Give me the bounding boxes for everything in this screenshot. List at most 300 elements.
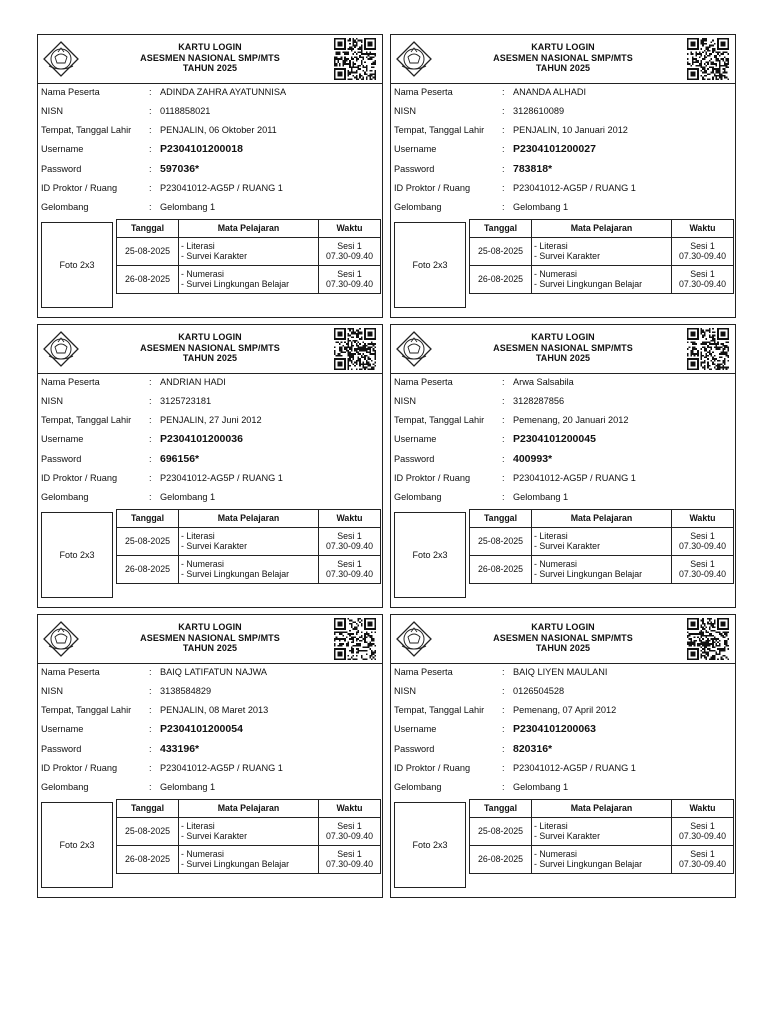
schedule-header: Waktu [319,510,381,528]
schedule-subjects [179,528,319,556]
nisn-value: 0126504528 [513,686,565,696]
name-label: Nama Peserta [394,87,453,97]
separator: : [502,87,505,97]
field-proctor [394,761,734,775]
time-range: 07.30-09.40 [679,250,726,261]
schedule-date: 25-08-2025 [470,238,532,266]
card-title [451,332,675,364]
separator: : [502,744,505,754]
nisn-label: NISN [41,686,63,696]
schedule-header: Waktu [672,220,734,238]
field-nisn [394,394,734,408]
name-value: Arwa Salsabila [513,377,574,387]
wave-label: Gelombang [394,782,442,792]
schedule-date: 26-08-2025 [117,266,179,294]
username-label: Username [41,144,84,154]
schedule-header: Tanggal [470,800,532,818]
proctor-label: ID Proktor / Ruang [394,473,471,483]
password-label: Password [41,454,82,464]
field-birth [394,413,734,427]
schedule-subjects [532,556,672,584]
field-proctor [41,181,381,195]
schedule-subjects [179,556,319,584]
schedule-subject: - Numerasi [181,849,225,859]
field-wave [394,490,734,504]
proctor-label: ID Proktor / Ruang [394,763,471,773]
schedule-date: 26-08-2025 [117,846,179,874]
session-label: Sesi 1 [690,241,715,251]
wave-value: Gelombang 1 [513,492,569,502]
password-value: 433196* [160,743,200,755]
schedule-header: Tanggal [117,510,179,528]
schedule-date: 25-08-2025 [117,818,179,846]
nisn-value: 3125723181 [160,396,212,406]
card-title-line: KARTU LOGIN [531,332,595,342]
login-card [390,614,736,898]
card-header [391,35,735,84]
schedule-subjects [532,238,672,266]
schedule-row [470,528,734,556]
separator: : [149,144,152,154]
card-title-line: KARTU LOGIN [531,622,595,632]
name-value: BAIQ LIYEN MAULANI [513,667,608,677]
session-label: Sesi 1 [690,821,715,831]
nisn-value: 0118858021 [160,106,211,116]
separator: : [502,763,505,773]
qr-code-icon [334,328,376,370]
card-title-line: TAHUN 2025 [182,353,238,363]
field-password [41,452,381,466]
login-card [37,34,383,318]
qr-code-icon [687,38,729,80]
username-value: P2304101200054 [160,723,243,735]
schedule-subject: - Literasi [181,821,215,831]
birth-value: PENJALIN, 08 Maret 2013 [160,705,269,715]
schedule-row [117,556,381,584]
card-title-line: TAHUN 2025 [535,63,591,73]
schedule-subject: - Literasi [181,531,215,541]
session-label: Sesi 1 [337,269,362,279]
schedule-row [117,846,381,874]
photo-placeholder: Foto 2x3 [394,512,466,598]
field-password [394,452,734,466]
field-username [394,722,734,736]
separator: : [149,724,152,734]
schedule-time [672,238,734,266]
field-proctor [394,181,734,195]
schedule-time [319,266,381,294]
birth-label: Tempat, Tanggal Lahir [41,415,132,425]
field-name [394,665,734,679]
password-label: Password [394,744,435,754]
field-name [41,85,381,99]
separator: : [149,202,152,212]
username-label: Username [41,724,84,734]
schedule-subject: - Survei Lingkungan Belajar [181,858,290,869]
separator: : [502,125,505,135]
name-label: Nama Peserta [394,667,453,677]
field-username [394,432,734,446]
username-value: P2304101200045 [513,433,596,445]
separator: : [149,705,152,715]
card-title-line: ASESMEN NASIONAL SMP/MTS [140,632,280,643]
wave-value: Gelombang 1 [513,782,569,792]
session-label: Sesi 1 [337,531,362,541]
wave-value: Gelombang 1 [160,492,216,502]
proctor-label: ID Proktor / Ruang [394,183,471,193]
field-birth [41,703,381,717]
nisn-label: NISN [394,396,416,406]
separator: : [149,377,152,387]
schedule-time [672,556,734,584]
schedule-subject: - Survei Lingkungan Belajar [534,568,643,579]
field-nisn [394,684,734,698]
password-label: Password [394,454,435,464]
time-range: 07.30-09.40 [326,858,373,869]
name-label: Nama Peserta [41,377,100,387]
time-range: 07.30-09.40 [679,278,726,289]
password-label: Password [394,164,435,174]
field-password [394,742,734,756]
schedule-header-row [470,510,734,528]
card-title-line: ASESMEN NASIONAL SMP/MTS [493,632,633,643]
birth-value: PENJALIN, 27 Juni 2012 [160,415,262,425]
wave-label: Gelombang [41,782,89,792]
name-label: Nama Peserta [394,377,453,387]
schedule-date: 26-08-2025 [117,556,179,584]
schedule-subject: - Survei Lingkungan Belajar [534,858,643,869]
card-header [38,325,382,374]
schedule-row [117,818,381,846]
separator: : [502,202,505,212]
separator: : [502,106,505,116]
photo-placeholder: Foto 2x3 [41,512,113,598]
schedule-subject: - Numerasi [534,849,578,859]
schedule-header: Mata Pelajaran [532,510,672,528]
birth-label: Tempat, Tanggal Lahir [41,125,132,135]
field-birth [41,413,381,427]
birth-label: Tempat, Tanggal Lahir [394,705,485,715]
login-card [37,614,383,898]
schedule-subjects [532,266,672,294]
username-label: Username [41,434,84,444]
qr-code-icon [334,618,376,660]
schedule-header-row [470,800,734,818]
birth-value: Pemenang, 20 Januari 2012 [513,415,629,425]
schedule-subject: - Survei Karakter [534,830,600,841]
time-range: 07.30-09.40 [326,250,373,261]
separator: : [502,686,505,696]
time-range: 07.30-09.40 [679,830,726,841]
separator: : [149,492,152,502]
name-value: ANDRIAN HADI [160,377,226,387]
field-proctor [394,471,734,485]
password-value: 820316* [513,743,553,755]
card-header [38,35,382,84]
card-title [451,42,675,74]
field-wave [41,780,381,794]
time-range: 07.30-09.40 [326,568,373,579]
session-label: Sesi 1 [337,559,362,569]
schedule-subject: - Literasi [181,241,215,251]
separator: : [149,454,152,464]
birth-value: Pemenang, 07 April 2012 [513,705,617,715]
photo-placeholder: Foto 2x3 [41,222,113,308]
schedule-subjects [532,846,672,874]
card-title-line: KARTU LOGIN [178,332,242,342]
qr-code-icon [687,328,729,370]
photo-placeholder: Foto 2x3 [394,802,466,888]
qr-code-icon [334,38,376,80]
schedule-header: Mata Pelajaran [532,220,672,238]
name-value: BAIQ LATIFATUN NAJWA [160,667,268,677]
password-value: 597036* [160,163,200,175]
schedule-subjects [179,846,319,874]
session-label: Sesi 1 [690,269,715,279]
password-value: 783818* [513,163,553,175]
field-nisn [394,104,734,118]
nisn-label: NISN [41,106,63,116]
separator: : [149,763,152,773]
card-header [391,615,735,664]
schedule-subjects [179,818,319,846]
tut-wuri-handayani-emblem-icon [394,39,434,79]
schedule-header: Mata Pelajaran [179,800,319,818]
separator: : [502,164,505,174]
field-password [394,162,734,176]
card-title-line: KARTU LOGIN [178,42,242,52]
card-header [38,615,382,664]
field-password [41,162,381,176]
schedule-header: Waktu [672,510,734,528]
photo-placeholder: Foto 2x3 [41,802,113,888]
card-title-line: KARTU LOGIN [178,622,242,632]
wave-label: Gelombang [41,202,89,212]
field-username [394,142,734,156]
login-card [390,324,736,608]
birth-label: Tempat, Tanggal Lahir [394,415,485,425]
username-label: Username [394,144,437,154]
nisn-value: 3138584829 [160,686,212,696]
field-proctor [41,761,381,775]
separator: : [149,164,152,174]
schedule-time [319,556,381,584]
name-value: ADINDA ZAHRA AYATUNNISA [160,87,287,97]
schedule-table [469,799,734,874]
tut-wuri-handayani-emblem-icon [394,329,434,369]
username-value: P2304101200036 [160,433,243,445]
proctor-label: ID Proktor / Ruang [41,473,118,483]
schedule-subjects [179,238,319,266]
username-label: Username [394,434,437,444]
login-card [390,34,736,318]
schedule-time [319,846,381,874]
schedule-time [319,818,381,846]
schedule-date: 25-08-2025 [470,818,532,846]
card-header [391,325,735,374]
session-label: Sesi 1 [337,821,362,831]
schedule-row [470,238,734,266]
separator: : [149,434,152,444]
password-value: 400993* [513,453,553,465]
card-title-line: ASESMEN NASIONAL SMP/MTS [140,52,280,63]
username-value: P2304101200027 [513,143,596,155]
separator: : [149,686,152,696]
schedule-row [470,556,734,584]
schedule-subjects [532,818,672,846]
schedule-subject: - Survei Lingkungan Belajar [181,568,290,579]
schedule-time [672,846,734,874]
field-nisn [41,394,381,408]
separator: : [502,144,505,154]
field-wave [41,490,381,504]
field-name [41,375,381,389]
tut-wuri-handayani-emblem-icon [394,619,434,659]
field-name [394,375,734,389]
tut-wuri-handayani-emblem-icon [41,39,81,79]
separator: : [502,377,505,387]
card-title-line: KARTU LOGIN [531,42,595,52]
separator: : [149,106,152,116]
separator: : [149,183,152,193]
separator: : [502,434,505,444]
separator: : [502,415,505,425]
schedule-table [469,509,734,584]
field-wave [394,200,734,214]
birth-label: Tempat, Tanggal Lahir [41,705,132,715]
separator: : [149,667,152,677]
password-value: 696156* [160,453,200,465]
login-card [37,324,383,608]
field-nisn [41,684,381,698]
schedule-header: Waktu [319,220,381,238]
schedule-table [116,799,381,874]
schedule-row [470,818,734,846]
field-name [41,665,381,679]
schedule-time [672,266,734,294]
schedule-subject: - Literasi [534,531,568,541]
schedule-header: Mata Pelajaran [179,510,319,528]
proctor-value: P23041012-AG5P / RUANG 1 [513,183,636,193]
schedule-subject: - Survei Lingkungan Belajar [181,278,290,289]
wave-label: Gelombang [41,492,89,502]
schedule-header: Waktu [319,800,381,818]
separator: : [502,705,505,715]
card-title-line: TAHUN 2025 [182,643,238,653]
card-title [98,622,322,654]
nisn-label: NISN [41,396,63,406]
name-label: Nama Peserta [41,667,100,677]
field-birth [394,123,734,137]
schedule-header-row [117,220,381,238]
schedule-row [117,528,381,556]
card-title-line: TAHUN 2025 [182,63,238,73]
schedule-table [469,219,734,294]
name-value: ANANDA ALHADI [513,87,587,97]
nisn-label: NISN [394,106,416,116]
field-name [394,85,734,99]
schedule-header: Tanggal [117,800,179,818]
schedule-time [319,238,381,266]
card-title-line: ASESMEN NASIONAL SMP/MTS [493,342,633,353]
separator: : [149,415,152,425]
separator: : [149,125,152,135]
schedule-row [117,266,381,294]
separator: : [502,667,505,677]
qr-code-icon [687,618,729,660]
schedule-header: Waktu [672,800,734,818]
wave-label: Gelombang [394,492,442,502]
schedule-subject: - Survei Karakter [181,250,247,261]
schedule-row [470,266,734,294]
separator: : [502,473,505,483]
session-label: Sesi 1 [690,849,715,859]
session-label: Sesi 1 [690,531,715,541]
schedule-header: Mata Pelajaran [532,800,672,818]
schedule-subject: - Literasi [534,821,568,831]
schedule-date: 26-08-2025 [470,846,532,874]
schedule-row [117,238,381,266]
separator: : [149,744,152,754]
time-range: 07.30-09.40 [679,568,726,579]
separator: : [502,454,505,464]
field-birth [394,703,734,717]
separator: : [149,473,152,483]
schedule-header: Tanggal [470,510,532,528]
schedule-subject: - Survei Karakter [534,540,600,551]
schedule-time [672,818,734,846]
time-range: 07.30-09.40 [326,830,373,841]
schedule-time [672,528,734,556]
separator: : [502,782,505,792]
wave-value: Gelombang 1 [513,202,569,212]
field-proctor [41,471,381,485]
nisn-value: 3128287856 [513,396,565,406]
field-username [41,142,381,156]
schedule-header: Tanggal [470,220,532,238]
schedule-table [116,509,381,584]
schedule-header-row [470,220,734,238]
wave-value: Gelombang 1 [160,782,216,792]
schedule-date: 25-08-2025 [117,528,179,556]
field-username [41,722,381,736]
schedule-subject: - Numerasi [181,559,225,569]
username-value: P2304101200063 [513,723,596,735]
schedule-time [319,528,381,556]
field-wave [41,200,381,214]
username-value: P2304101200018 [160,143,243,155]
wave-label: Gelombang [394,202,442,212]
birth-label: Tempat, Tanggal Lahir [394,125,485,135]
tut-wuri-handayani-emblem-icon [41,329,81,369]
name-label: Nama Peserta [41,87,100,97]
session-label: Sesi 1 [690,559,715,569]
schedule-subjects [532,528,672,556]
proctor-value: P23041012-AG5P / RUANG 1 [160,763,283,773]
nisn-value: 3128610089 [513,106,565,116]
card-title-line: ASESMEN NASIONAL SMP/MTS [493,52,633,63]
password-label: Password [41,164,82,174]
separator: : [502,183,505,193]
proctor-value: P23041012-AG5P / RUANG 1 [160,473,283,483]
username-label: Username [394,724,437,734]
time-range: 07.30-09.40 [679,540,726,551]
separator: : [502,396,505,406]
schedule-date: 26-08-2025 [470,266,532,294]
proctor-value: P23041012-AG5P / RUANG 1 [160,183,283,193]
schedule-header: Mata Pelajaran [179,220,319,238]
schedule-date: 25-08-2025 [470,528,532,556]
